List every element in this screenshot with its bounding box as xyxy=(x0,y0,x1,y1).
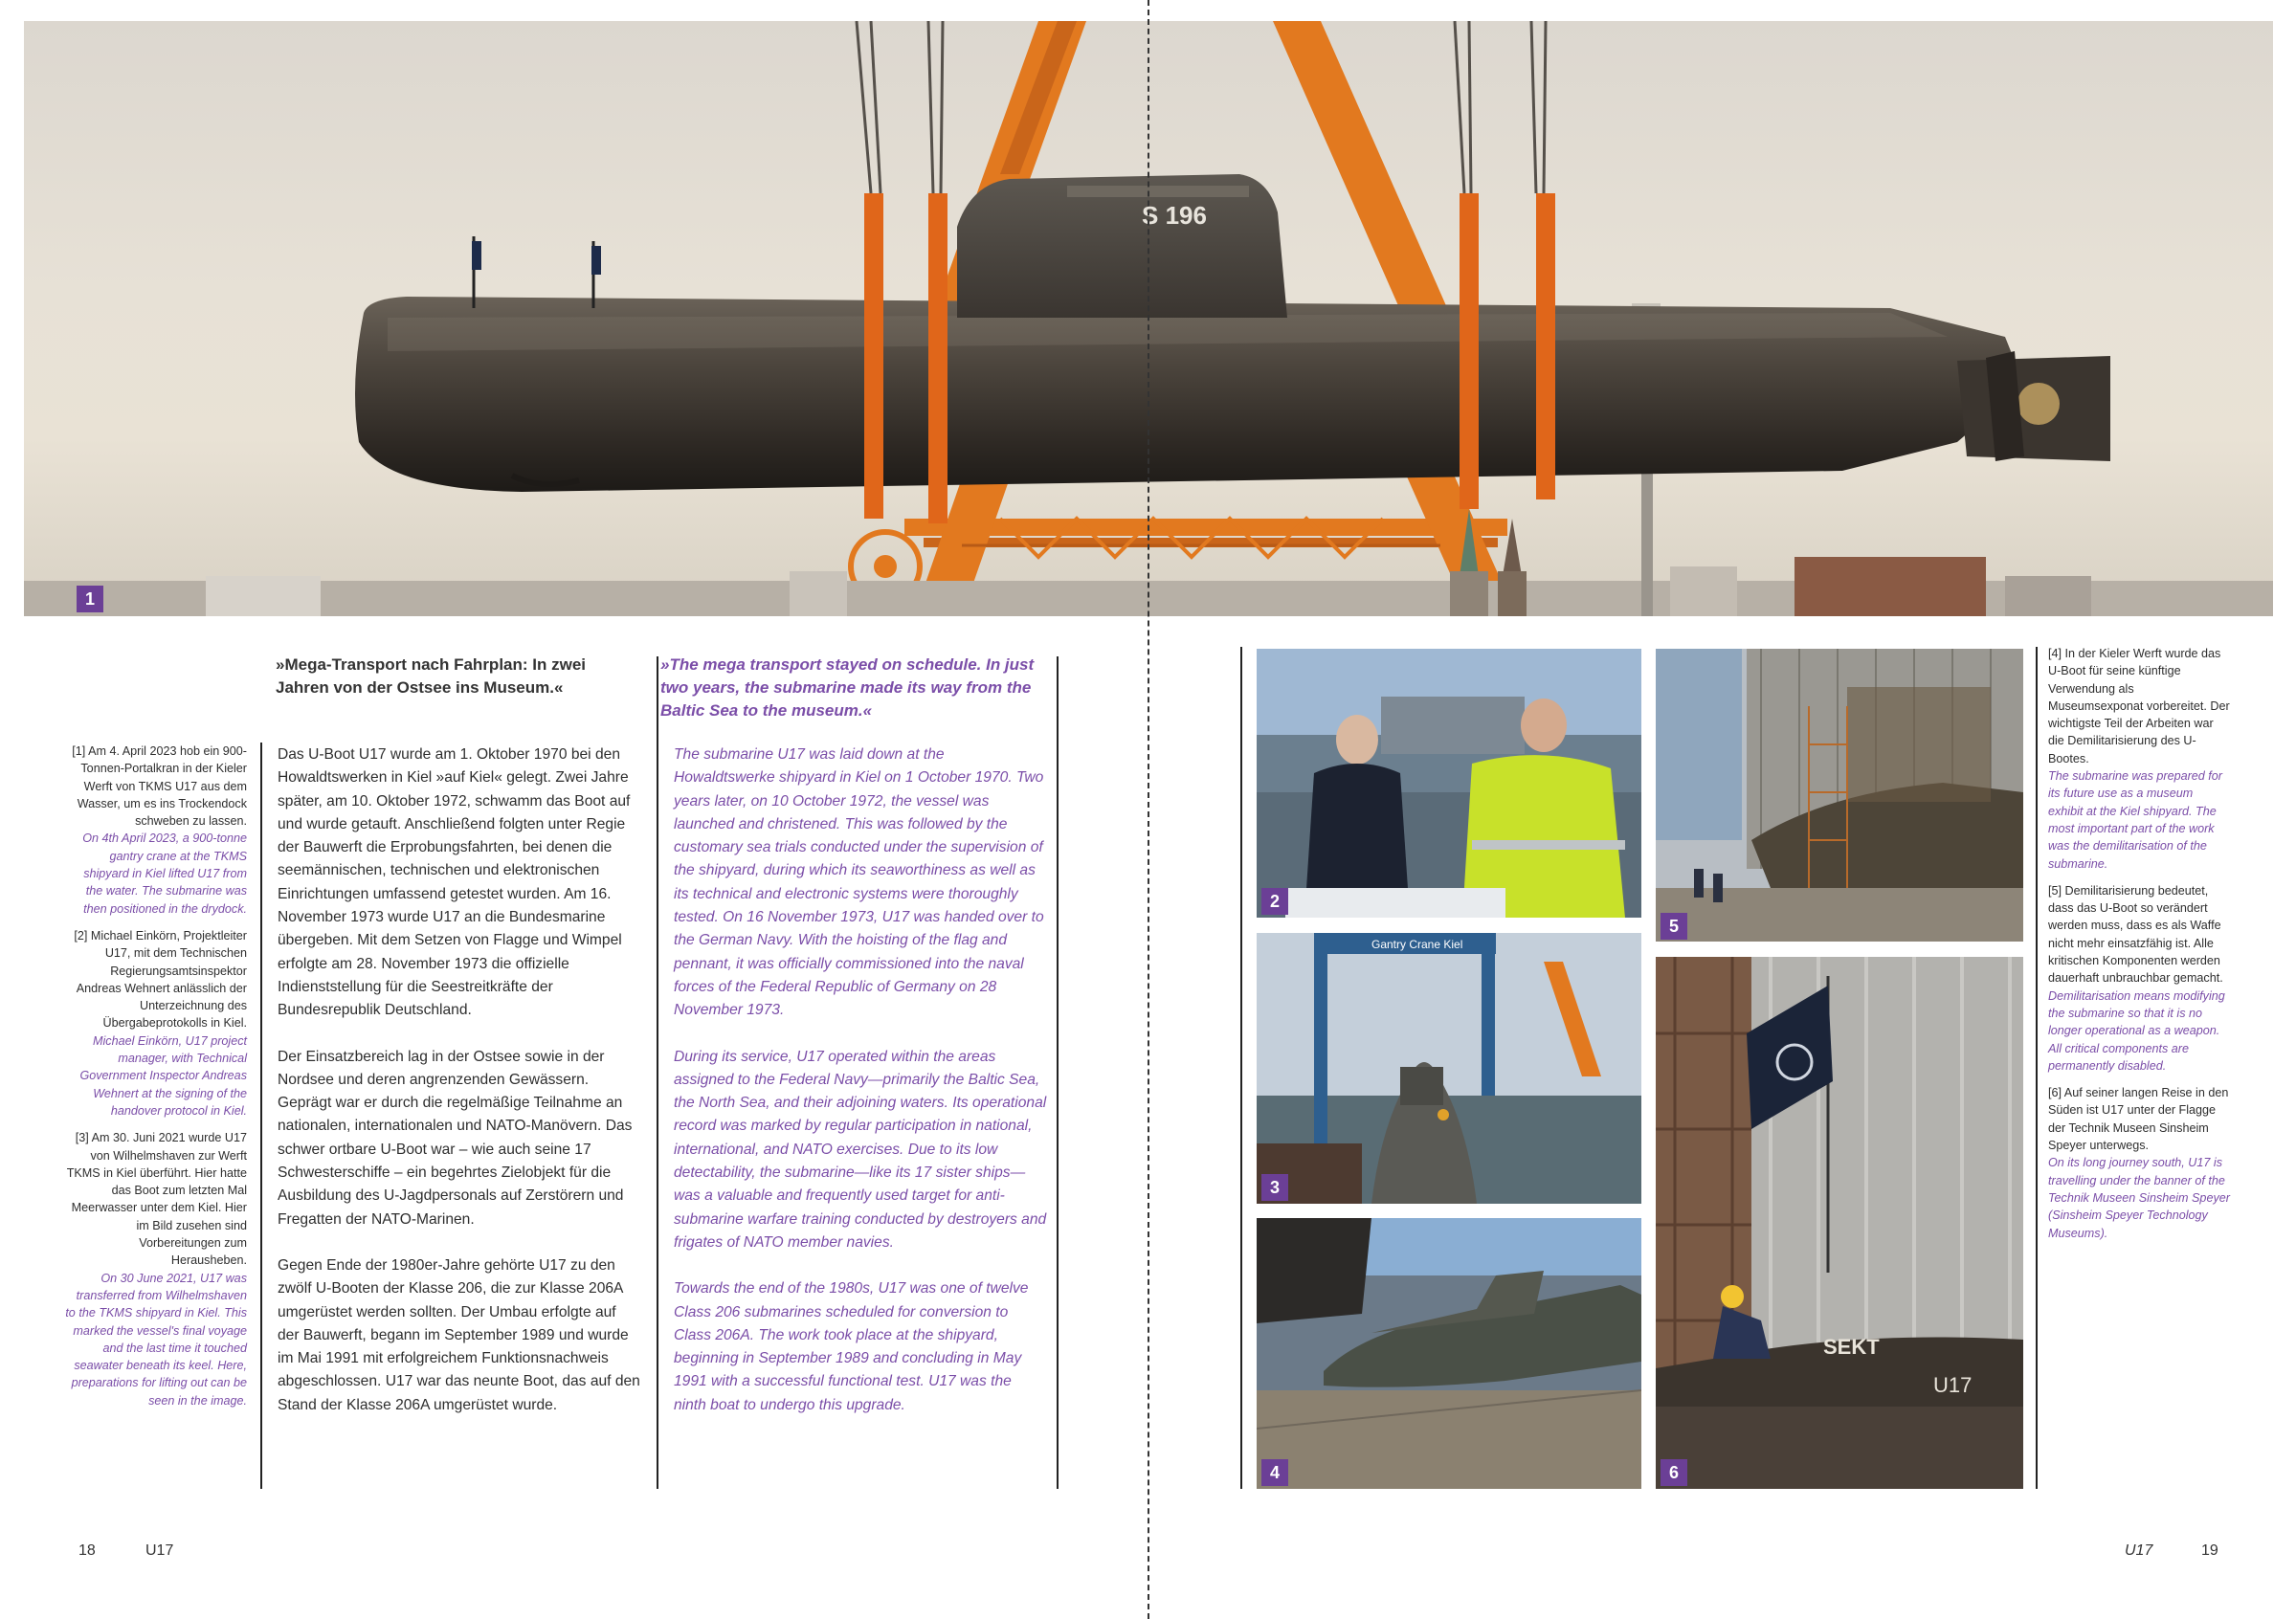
running-title-right: U17 xyxy=(2125,1542,2153,1559)
article-body-en xyxy=(674,743,1047,1440)
photo-2-handover xyxy=(1257,649,1641,918)
photo-number-badge: 4 xyxy=(1261,1459,1288,1486)
body-de-paragraph: Der Einsatzbereich lag in der Ostsee sowie in der Nordsee und deren angrenzenden Gewässern. Geprägt war er durch die regelmäßige Teilnahme an nationalen, internationalen und NATO-Manövern. Das schwer ortbare U-Boot war – wie auch seine 17 Schwesterschiffe – ein begehrtes Zielobjekt für die Ausbildung des U-Jagdpersonals auf Zerstörern und Fregatten der NATO-Marinen. xyxy=(278,1048,633,1228)
caption-5-en: Demilitarisation means modifying the submarine so that it is no longer operational as a weapon. All critical components are permanently disabled. xyxy=(2048,988,2225,1073)
photo-number-badge: 3 xyxy=(1261,1174,1288,1201)
page-number-left: 18 xyxy=(78,1542,96,1559)
caption-3 xyxy=(65,1129,247,1409)
column-rule xyxy=(2036,647,2038,1489)
body-de-paragraph: Gegen Ende der 1980er-Jahre gehörte U17 zu den zwölf U-Booten der Klasse 206, die zur Klasse 206A umgerüstet werden sollten. Der Umbau erfolgte auf der Bauwerft, begann im September 1989 und wurde im Mai 1991 mit erfolgreichem Funktionsnachweis abgeschlossen. U17 war das neunte Boot, das auf den Stand der Klasse 206A umgerüstet wurde. xyxy=(278,1256,640,1413)
column-rule xyxy=(260,743,262,1489)
body-en-paragraph: Towards the end of the 1980s, U17 was one of twelve Class 206 submarines scheduled for conversion to Class 206A. The work took place at the shipyard, beginning in September 1989 and concluding in May 1991 with a successful functional test. U17 was the ninth boat to undergo this upgrade. xyxy=(674,1280,1029,1413)
caption-5 xyxy=(2048,882,2230,1075)
column-rule xyxy=(657,656,658,1489)
body-en-paragraph: During its service, U17 operated within the areas assigned to the Federal Navy—primarily the Baltic Sea, the North Sea, and their adjoining waters. Its operational record was marked by regular participation in national, international, and NATO exercises. Due to its low detectability, the submarine—like its 17 sister ships—was a valuable and frequently used target for anti-submarine warfare training conducted by destroyers and frigates of NATO member navies. xyxy=(674,1048,1047,1251)
photo-number-badge: 2 xyxy=(1261,888,1288,915)
body-de-paragraph: Das U-Boot U17 wurde am 1. Oktober 1970 bei den Howaldtswerken in Kiel »auf Kiel« gelegt. Zwei Jahre später, am 10. Oktober 1972, schwamm das Boot auf und wurde getauft. Anschließend folgten unter Regie der Bauwerft die Erprobungsfahrten, bei denen die seemännischen, technischen und elektronischen Einrichtungen umfassend getestet wurden. Am 16. November 1973 wurde U17 an die Bundesmarine übergeben. Mit dem Setzen von Flagge und Wimpel erfolgte am 28. November 1973 die offizielle Indienststellung für die Seestreitkräfte der Bundesrepublik Deutschland. xyxy=(278,746,631,1019)
caption-3-en: On 30 June 2021, U17 was transferred from Wilhelmshaven to the TKMS shipyard in Kiel. This marked the vessel's final voyage and the last time it touched seawater beneath its keel. Here, preparations for lifting out can be seen in the image. xyxy=(65,1271,247,1408)
caption-4-en: The submarine was prepared for its future use as a museum exhibit at the Kiel shipyard. The most important part of the work was the demilitarisation of the submarine. xyxy=(2048,769,2223,871)
hull-marking: S 196 xyxy=(1142,201,1207,230)
caption-2-de: [2] Michael Einkörn, Projektleiter U17, mit dem Technischen Regierungsamtsinspektor Andreas Wehnert anlässlich der Unterzeichnung des Übergabeprotokolls in Kiel. xyxy=(74,928,247,1031)
photo-4-drydock xyxy=(1257,1218,1641,1489)
photo-number-badge: 5 xyxy=(1661,913,1687,940)
column-rule xyxy=(1057,656,1059,1489)
caption-6 xyxy=(2048,1084,2230,1242)
caption-4-de: [4] In der Kieler Werft wurde das U-Boot für seine künftige Verwendung als Museumsexponat vorbereitet. Der wichtigste Teil der Arbeiten war die Demilitarisierung des U-Bootes. xyxy=(2048,647,2230,765)
column-rule xyxy=(1240,647,1242,1489)
caption-4 xyxy=(2048,645,2230,873)
photo-6-flag-hoisting xyxy=(1656,957,2023,1489)
hull-number: U17 xyxy=(1933,1373,1973,1397)
photo-number-badge: 1 xyxy=(77,586,103,612)
caption-5-de: [5] Demilitarisierung bedeutet, dass das U-Boot so verändert werden muss, dass es als Waffe nicht mehr einsatzfähig ist. Alle kritischen Komponenten werden dauerhaft unbrauchbar gemacht. xyxy=(2048,883,2223,986)
photo-5-scaffolding xyxy=(1656,649,2023,942)
caption-1-en: On 4th April 2023, a 900-tonne gantry crane at the TKMS shipyard in Kiel lifted U17 from the water. The submarine was then positioned in the drydock. xyxy=(82,832,247,916)
pull-quote-de: »Mega-Transport nach Fahrplan: In zwei Jahren von der Ostsee ins Museum.« xyxy=(276,655,586,697)
caption-2 xyxy=(65,927,247,1120)
running-title-left: U17 xyxy=(145,1542,174,1559)
pull-quote-en: »The mega transport stayed on schedule. In just two years, the submarine made its way from the Baltic Sea to the museum.« xyxy=(660,655,1035,720)
caption-2-en: Michael Einkörn, U17 project manager, with Technical Government Inspector Andreas Wehnert at the signing of the handover protocol in Kiel. xyxy=(79,1033,247,1118)
caption-6-en: On its long journey south, U17 is travelling under the banner of the Technik Museen Sinsheim Speyer (Sinsheim Speyer Technology Museums). xyxy=(2048,1156,2230,1240)
body-en-paragraph: The submarine U17 was laid down at the Howaldtswerke shipyard in Kiel on 1 October 1970. Two years later, on 10 October 1972, the vessel was launched and christened. This was followed by the customary sea trials conducted under the supervision of the shipyard, during which its seaworthiness as well as its technical and electronic systems were thoroughly tested. On 16 November 1973, U17 was handed over to the German Navy. With the hoisting of the flag and pennant, it was officially commissioned into the naval forces of the Federal Republic of Germany on 28 November 1973. xyxy=(674,746,1044,1019)
spread-fold-line xyxy=(1148,0,1149,1619)
photo-3-transfer xyxy=(1257,933,1641,1204)
crane-sign-text: Gantry Crane Kiel xyxy=(1371,938,1463,951)
caption-6-de: [6] Auf seiner langen Reise in den Süden ist U17 unter der Flagge der Technik Museen Sinsheim Speyer unterwegs. xyxy=(2048,1086,2229,1153)
caption-1-de: [1] Am 4. April 2023 hob ein 900-Tonnen-Portalkran in der Kieler Werft von TKMS U17 aus dem Wasser, um es ins Trockendock schweben zu lassen. xyxy=(72,744,247,829)
caption-column-right xyxy=(2048,645,2230,1252)
article-body-de xyxy=(278,743,641,1440)
caption-column-left xyxy=(65,743,247,1419)
caption-1 xyxy=(65,743,247,918)
photo-number-badge: 6 xyxy=(1661,1459,1687,1486)
tower-marking: SEKT xyxy=(1823,1335,1880,1359)
caption-3-de: [3] Am 30. Juni 2021 wurde U17 von Wilhelmshaven zur Werft TKMS in Kiel überführt. Hier hatte das Boot zum letzten Mal Meerwasser unter dem Kiel. Hier im Bild zusehen sind Vorbereitungen zum Herausheben. xyxy=(66,1131,247,1268)
page-number-right: 19 xyxy=(2201,1542,2218,1559)
